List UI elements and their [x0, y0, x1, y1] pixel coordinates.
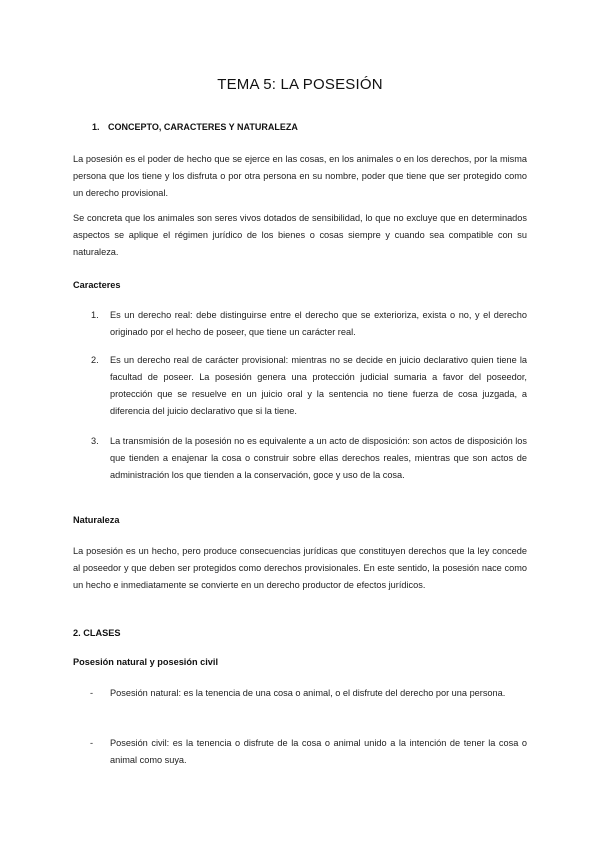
- section-heading-concepto: [92, 122, 298, 132]
- section-heading-text: CONCEPTO, CARACTERES Y NATURALEZA: [108, 122, 298, 132]
- list-item-number: 1.: [91, 310, 99, 320]
- paragraph-definition: La posesión es el poder de hecho que se ejerce en las cosas, en los animales o en los derechos, por la misma persona que los tiene y los disfruta o por otra persona en su nombre, poder que tiene que ser protegido como un derecho provisional.: [73, 154, 527, 198]
- subheading-caracteres: Caracteres: [73, 280, 121, 290]
- paragraph-naturaleza: La posesión es un hecho, pero produce consecuencias jurídicas que constituyen derechos que la ley concede al poseedor y que deben ser protegidos como derechos provisionales. En este sentido, la posesión nace como un hecho e inmediatamente se convierte en un derecho productor de efectos jurídicos.: [73, 546, 527, 590]
- list-item-text: Posesión civil: es la tenencia o disfrute de la cosa o animal unido a la intención de tener la cosa o animal como suya.: [110, 738, 527, 765]
- list-item: [73, 433, 527, 484]
- list-item: [73, 685, 527, 702]
- list-item-number: 3.: [91, 436, 99, 446]
- list-item: [73, 307, 527, 341]
- paragraph-animals: Se concreta que los animales son seres vivos dotados de sensibilidad, lo que no excluye que en determinados aspectos se aplique el régimen jurídico de los bienes o cosas siempre y cuando sea compatible con su naturaleza.: [73, 213, 527, 257]
- section-number: 1.: [92, 122, 100, 132]
- subheading-posesion-natural-civil: Posesión natural y posesión civil: [73, 657, 219, 667]
- list-item-text: La transmisión de la posesión no es equivalente a un acto de disposición: son actos de disposición los que tienden a enajenar la cosa o construir sobre ellas derechos reales, mientras que son actos de administración los que tienden a la conservación, goce y uso de la cosa.: [110, 436, 527, 480]
- list-item: [73, 352, 527, 420]
- list-dash: -: [90, 738, 94, 748]
- list-item-text: Es un derecho real de carácter provisional: mientras no se decide en juicio declarativo quien tiene la facultad de poseer. La posesión genera una protección judicial sumaria a favor del poseedor, protección que se resuelve en un juicio oral y la sentencia no tiene fuerza de cosa juzgada, a diferencia del juicio declarativo que si la tiene.: [110, 355, 527, 416]
- list-item-text: Posesión natural: es la tenencia de una cosa o animal, o el disfrute del derecho por una persona.: [110, 688, 506, 698]
- list-item: [73, 735, 527, 769]
- list-dash: -: [90, 688, 94, 698]
- list-item-text: Es un derecho real: debe distinguirse entre el derecho que se exterioriza, exista o no, y el derecho originado por el hecho de poseer, que tiene un carácter real.: [110, 310, 527, 337]
- subheading-naturaleza: Naturaleza: [73, 515, 120, 525]
- page-title: TEMA 5: LA POSESIÓN: [217, 76, 383, 93]
- section-heading-clases: 2. CLASES: [73, 628, 121, 638]
- list-item-number: 2.: [91, 355, 99, 365]
